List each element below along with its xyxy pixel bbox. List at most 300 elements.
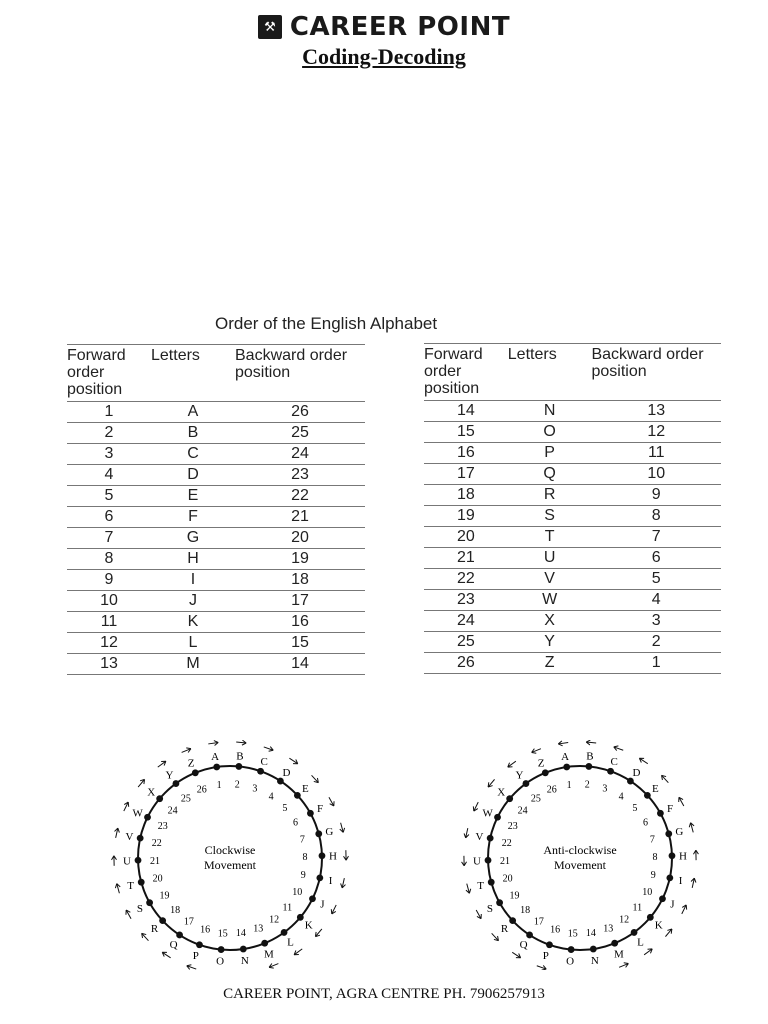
position-number: 5 xyxy=(632,802,638,814)
forward-position-cell: 10 xyxy=(67,591,151,612)
letter-dot xyxy=(488,879,495,886)
letter-label: B xyxy=(236,750,244,763)
letter-label: L xyxy=(637,936,644,949)
letter-dot xyxy=(173,780,180,787)
letter-dot xyxy=(607,768,614,775)
letter-cell: F xyxy=(151,507,235,528)
forward-position-cell: 26 xyxy=(424,653,508,674)
letter-cell: S xyxy=(508,506,592,527)
letter-label: D xyxy=(282,766,291,779)
table-body-left xyxy=(67,402,365,675)
position-number: 9 xyxy=(650,870,656,882)
letter-cell: M xyxy=(151,654,235,675)
letter-dot xyxy=(213,764,220,771)
backward-position-cell: 9 xyxy=(591,485,721,506)
letter-label: W xyxy=(132,807,143,820)
position-number: 2 xyxy=(234,779,240,791)
letter-label: Q xyxy=(169,939,178,952)
letter-cell: N xyxy=(508,401,592,422)
letter-dot xyxy=(526,932,533,939)
position-number: 22 xyxy=(151,837,162,849)
table-row xyxy=(67,444,365,465)
letter-dot xyxy=(240,946,247,953)
backward-position-cell: 16 xyxy=(235,612,365,633)
position-number: 10 xyxy=(292,887,303,899)
position-number: 18 xyxy=(170,905,181,917)
letter-dot xyxy=(144,814,151,821)
direction-arrow xyxy=(340,823,345,833)
direction-arrow xyxy=(289,758,297,763)
position-number: 6 xyxy=(293,817,299,829)
table-row xyxy=(424,464,721,485)
backward-position-cell: 14 xyxy=(235,654,365,675)
letter-dot xyxy=(509,917,516,924)
direction-arrow xyxy=(691,878,696,888)
position-number: 25 xyxy=(530,793,541,805)
direction-arrow xyxy=(236,740,246,745)
direction-arrow xyxy=(138,779,144,787)
forward-position-cell: 14 xyxy=(424,401,508,422)
letter-label: O xyxy=(566,955,575,968)
table-row xyxy=(424,611,721,632)
direction-arrow xyxy=(115,884,120,894)
position-number: 23 xyxy=(507,820,518,832)
letter-dot xyxy=(257,768,264,775)
direction-arrow xyxy=(644,949,652,955)
header-forward-position: Forward order position xyxy=(424,346,483,397)
letter-dot xyxy=(159,917,166,924)
letter-dot xyxy=(135,857,142,864)
header-backward-position: Backward order position xyxy=(235,347,348,381)
position-number: 26 xyxy=(546,784,557,796)
letter-dot xyxy=(568,946,575,953)
table-row xyxy=(67,654,365,675)
letter-label: M xyxy=(263,948,274,961)
letter-dot xyxy=(485,857,492,864)
letter-label: H xyxy=(678,850,687,863)
letter-dot xyxy=(156,795,163,802)
alphabet-table-right xyxy=(424,343,721,674)
backward-position-cell: 18 xyxy=(235,570,365,591)
forward-position-cell: 20 xyxy=(424,527,508,548)
direction-arrow xyxy=(269,963,278,968)
letter-dot xyxy=(590,946,597,953)
position-number: 26 xyxy=(196,784,207,796)
position-number: 8 xyxy=(652,852,658,864)
clockwise-circle-diagram xyxy=(100,740,360,970)
direction-arrow xyxy=(679,797,684,806)
table-row xyxy=(424,443,721,464)
letter-label: P xyxy=(192,950,199,963)
letter-cell: J xyxy=(151,591,235,612)
position-number: 2 xyxy=(584,779,590,791)
direction-arrow xyxy=(182,748,191,753)
letter-label: Z xyxy=(537,757,545,770)
letter-cell: Q xyxy=(508,464,592,485)
letter-dot xyxy=(523,780,530,787)
position-number: 16 xyxy=(550,924,561,936)
letter-dot xyxy=(218,946,225,953)
position-number: 5 xyxy=(282,802,288,814)
header-backward-position: Backward order position xyxy=(591,346,704,380)
letter-dot xyxy=(235,763,242,770)
direction-arrow xyxy=(532,749,541,754)
forward-position-cell: 5 xyxy=(67,486,151,507)
position-number: 12 xyxy=(269,914,280,926)
header-letters: Letters xyxy=(151,347,200,364)
letter-dot xyxy=(307,810,314,817)
position-number: 14 xyxy=(235,928,246,940)
position-number: 11 xyxy=(282,902,293,914)
forward-position-cell: 4 xyxy=(67,465,151,486)
position-number: 23 xyxy=(157,820,168,832)
position-number: 4 xyxy=(618,791,624,803)
position-number: 13 xyxy=(253,923,264,935)
direction-arrow xyxy=(158,761,166,767)
table-row xyxy=(424,632,721,653)
letter-cell: A xyxy=(151,402,235,423)
backward-position-cell: 11 xyxy=(591,443,721,464)
letter-label: J xyxy=(670,898,675,911)
letter-cell: T xyxy=(508,527,592,548)
backward-position-cell: 26 xyxy=(235,402,365,423)
letter-label: I xyxy=(678,875,683,888)
position-number: 17 xyxy=(533,916,544,928)
position-number: 14 xyxy=(585,928,596,940)
direction-arrow xyxy=(124,802,129,811)
position-number: 7 xyxy=(649,834,655,846)
position-number: 22 xyxy=(501,837,512,849)
forward-position-cell: 22 xyxy=(424,569,508,590)
table-row xyxy=(67,423,365,444)
direction-arrow xyxy=(187,965,196,970)
table-row xyxy=(67,549,365,570)
letter-dot xyxy=(563,764,570,771)
table-row xyxy=(67,528,365,549)
table-row xyxy=(67,486,365,507)
forward-position-cell: 11 xyxy=(67,612,151,633)
letter-label: K xyxy=(304,919,313,932)
table-row xyxy=(67,633,365,654)
backward-position-cell: 7 xyxy=(591,527,721,548)
letter-dot xyxy=(659,895,666,902)
letter-label: A xyxy=(561,751,570,764)
direction-arrow xyxy=(689,823,694,833)
letter-label: G xyxy=(675,825,684,838)
letter-dot xyxy=(657,810,664,817)
letter-dot xyxy=(611,940,618,947)
position-number: 24 xyxy=(517,805,528,817)
backward-position-cell: 22 xyxy=(235,486,365,507)
brand-name: CAREER POINT xyxy=(289,12,511,42)
letter-label: S xyxy=(486,903,494,916)
direction-arrow xyxy=(492,933,499,940)
backward-position-cell: 4 xyxy=(591,590,721,611)
letter-cell: U xyxy=(508,548,592,569)
letter-cell: W xyxy=(508,590,592,611)
letter-label: S xyxy=(136,903,144,916)
position-number: 12 xyxy=(619,914,630,926)
letter-label: Y xyxy=(165,769,174,782)
letter-cell: O xyxy=(508,422,592,443)
letter-label: Y xyxy=(515,769,524,782)
letter-label: E xyxy=(302,782,309,795)
position-number: 15 xyxy=(567,928,578,940)
position-number: 9 xyxy=(300,870,306,882)
letter-dot xyxy=(487,835,494,842)
position-number: 20 xyxy=(502,873,513,885)
letter-dot xyxy=(137,835,144,842)
position-number: 11 xyxy=(632,902,643,914)
backward-position-cell: 1 xyxy=(591,653,721,674)
letter-label: I xyxy=(328,875,333,888)
career-point-logo-icon: ⚒ xyxy=(258,15,282,39)
backward-position-cell: 10 xyxy=(591,464,721,485)
letter-cell: Z xyxy=(508,653,592,674)
letter-label: A xyxy=(211,751,220,764)
letter-label: W xyxy=(482,807,493,820)
position-number: 19 xyxy=(509,890,520,902)
backward-position-cell: 21 xyxy=(235,507,365,528)
table-row xyxy=(424,401,721,422)
letter-dot xyxy=(585,763,592,770)
letter-dot xyxy=(316,874,323,881)
position-number: 13 xyxy=(603,923,614,935)
letter-cell: D xyxy=(151,465,235,486)
direction-arrow xyxy=(315,929,321,937)
backward-position-cell: 25 xyxy=(235,423,365,444)
table-row xyxy=(67,402,365,423)
letter-cell: I xyxy=(151,570,235,591)
backward-position-cell: 8 xyxy=(591,506,721,527)
position-number: 10 xyxy=(642,887,653,899)
direction-arrow xyxy=(682,905,687,914)
table-row xyxy=(424,653,721,674)
letter-label: G xyxy=(325,825,334,838)
direction-arrow xyxy=(112,856,117,866)
table-row xyxy=(67,465,365,486)
anticlockwise-circle-diagram xyxy=(450,740,710,970)
alphabet-table-title: Order of the English Alphabet xyxy=(215,314,438,333)
letter-dot xyxy=(546,941,553,948)
position-number: 6 xyxy=(643,817,649,829)
movement-label-line2: Movement xyxy=(204,858,256,872)
backward-position-cell: 23 xyxy=(235,465,365,486)
header-forward-position: Forward order position xyxy=(67,347,126,398)
letter-label: C xyxy=(610,755,618,768)
backward-position-cell: 15 xyxy=(235,633,365,654)
letter-cell: X xyxy=(508,611,592,632)
table-header-row xyxy=(67,345,365,402)
letter-cell: E xyxy=(151,486,235,507)
backward-position-cell: 3 xyxy=(591,611,721,632)
letter-dot xyxy=(138,879,145,886)
position-number: 1 xyxy=(566,779,572,791)
forward-position-cell: 16 xyxy=(424,443,508,464)
letter-dot xyxy=(146,899,153,906)
letter-label: U xyxy=(473,855,482,868)
letter-label: P xyxy=(542,950,549,963)
forward-position-cell: 18 xyxy=(424,485,508,506)
letter-cell: K xyxy=(151,612,235,633)
table-row xyxy=(424,485,721,506)
letter-label: U xyxy=(123,855,132,868)
letter-label: F xyxy=(316,802,324,815)
letter-label: E xyxy=(652,782,659,795)
position-number: 17 xyxy=(183,916,194,928)
forward-position-cell: 21 xyxy=(424,548,508,569)
direction-arrow xyxy=(208,741,218,746)
letter-label: R xyxy=(500,923,509,936)
movement-label-line1: Anti-clockwise xyxy=(543,843,617,857)
direction-arrow xyxy=(341,878,346,888)
letter-label: N xyxy=(240,954,249,967)
position-number: 3 xyxy=(252,783,258,795)
letter-cell: P xyxy=(508,443,592,464)
position-number: 21 xyxy=(500,855,511,867)
letter-dot xyxy=(261,940,268,947)
backward-position-cell: 13 xyxy=(591,401,721,422)
letter-dot xyxy=(319,852,326,859)
forward-position-cell: 8 xyxy=(67,549,151,570)
forward-position-cell: 19 xyxy=(424,506,508,527)
forward-position-cell: 15 xyxy=(424,422,508,443)
letter-cell: Y xyxy=(508,632,592,653)
table-row xyxy=(424,590,721,611)
backward-position-cell: 2 xyxy=(591,632,721,653)
table-row xyxy=(67,507,365,528)
letter-label: N xyxy=(590,954,599,967)
letter-label: M xyxy=(613,948,624,961)
alphabet-table-left xyxy=(67,344,365,675)
position-number: 24 xyxy=(167,805,178,817)
letter-dot xyxy=(631,929,638,936)
letter-dot xyxy=(666,874,673,881)
forward-position-cell: 2 xyxy=(67,423,151,444)
direction-arrow xyxy=(665,929,671,937)
letter-label: K xyxy=(654,919,663,932)
direction-arrow xyxy=(508,761,516,767)
direction-arrow xyxy=(614,746,623,751)
letter-label: Z xyxy=(187,757,195,770)
movement-label-line1: Clockwise xyxy=(204,843,256,857)
forward-position-cell: 1 xyxy=(67,402,151,423)
position-number: 25 xyxy=(180,793,191,805)
letter-cell: V xyxy=(508,569,592,590)
letter-dot xyxy=(309,895,316,902)
letter-dot xyxy=(315,830,322,837)
backward-position-cell: 5 xyxy=(591,569,721,590)
letter-cell: B xyxy=(151,423,235,444)
forward-position-cell: 17 xyxy=(424,464,508,485)
direction-arrow xyxy=(476,910,481,919)
brand-header xyxy=(0,12,768,42)
letter-dot xyxy=(196,941,203,948)
direction-arrow xyxy=(115,828,120,838)
document-title: Coding-Decoding xyxy=(302,44,466,69)
direction-arrow xyxy=(264,747,273,752)
letter-dot xyxy=(665,830,672,837)
letter-label: V xyxy=(125,830,134,843)
letter-dot xyxy=(297,914,304,921)
position-number: 8 xyxy=(302,852,308,864)
letter-label: F xyxy=(666,802,674,815)
direction-arrow xyxy=(693,850,698,860)
direction-arrow xyxy=(462,856,467,866)
letter-dot xyxy=(281,929,288,936)
direction-arrow xyxy=(343,850,348,860)
letter-dot xyxy=(506,795,513,802)
forward-position-cell: 13 xyxy=(67,654,151,675)
direction-arrow xyxy=(331,905,336,914)
direction-arrow xyxy=(294,949,302,955)
direction-arrow xyxy=(586,740,596,745)
backward-position-cell: 24 xyxy=(235,444,365,465)
table-row xyxy=(424,548,721,569)
position-number: 1 xyxy=(216,779,222,791)
backward-position-cell: 12 xyxy=(591,422,721,443)
letter-dot xyxy=(647,914,654,921)
letter-label: Q xyxy=(519,939,528,952)
movement-label-line2: Movement xyxy=(554,858,606,872)
direction-arrow xyxy=(488,779,494,787)
forward-position-cell: 3 xyxy=(67,444,151,465)
direction-arrow xyxy=(142,933,149,940)
letter-label: L xyxy=(287,936,294,949)
letter-label: X xyxy=(147,786,156,799)
header-letters: Letters xyxy=(507,346,557,363)
position-number: 15 xyxy=(217,928,228,940)
table-header-row xyxy=(424,344,721,401)
letter-label: V xyxy=(475,830,484,843)
letter-cell: R xyxy=(508,485,592,506)
letter-dot xyxy=(494,814,501,821)
letter-label: R xyxy=(150,923,159,936)
letter-label: O xyxy=(216,955,225,968)
backward-position-cell: 6 xyxy=(591,548,721,569)
footer-contact: CAREER POINT, AGRA CENTRE PH. 7906257913 xyxy=(223,986,545,1002)
direction-arrow xyxy=(329,797,334,806)
position-number: 7 xyxy=(299,834,305,846)
direction-arrow xyxy=(537,965,546,970)
position-number: 4 xyxy=(268,791,274,803)
letter-label: T xyxy=(477,880,484,893)
position-number: 20 xyxy=(152,873,163,885)
letter-label: X xyxy=(497,786,506,799)
position-number: 16 xyxy=(200,924,211,936)
letter-dot xyxy=(176,932,183,939)
forward-position-cell: 25 xyxy=(424,632,508,653)
letter-cell: C xyxy=(151,444,235,465)
table-row xyxy=(67,612,365,633)
position-number: 21 xyxy=(150,855,161,867)
letter-label: J xyxy=(320,898,325,911)
position-number: 3 xyxy=(602,783,608,795)
table-row xyxy=(424,527,721,548)
forward-position-cell: 23 xyxy=(424,590,508,611)
letter-dot xyxy=(542,769,549,776)
forward-position-cell: 7 xyxy=(67,528,151,549)
backward-position-cell: 19 xyxy=(235,549,365,570)
direction-arrow xyxy=(312,775,319,782)
direction-arrow xyxy=(662,775,669,782)
direction-arrow xyxy=(473,802,478,811)
letter-dot xyxy=(644,792,651,799)
table-row xyxy=(67,591,365,612)
table-row xyxy=(67,570,365,591)
letter-label: T xyxy=(127,880,134,893)
direction-arrow xyxy=(639,758,647,763)
